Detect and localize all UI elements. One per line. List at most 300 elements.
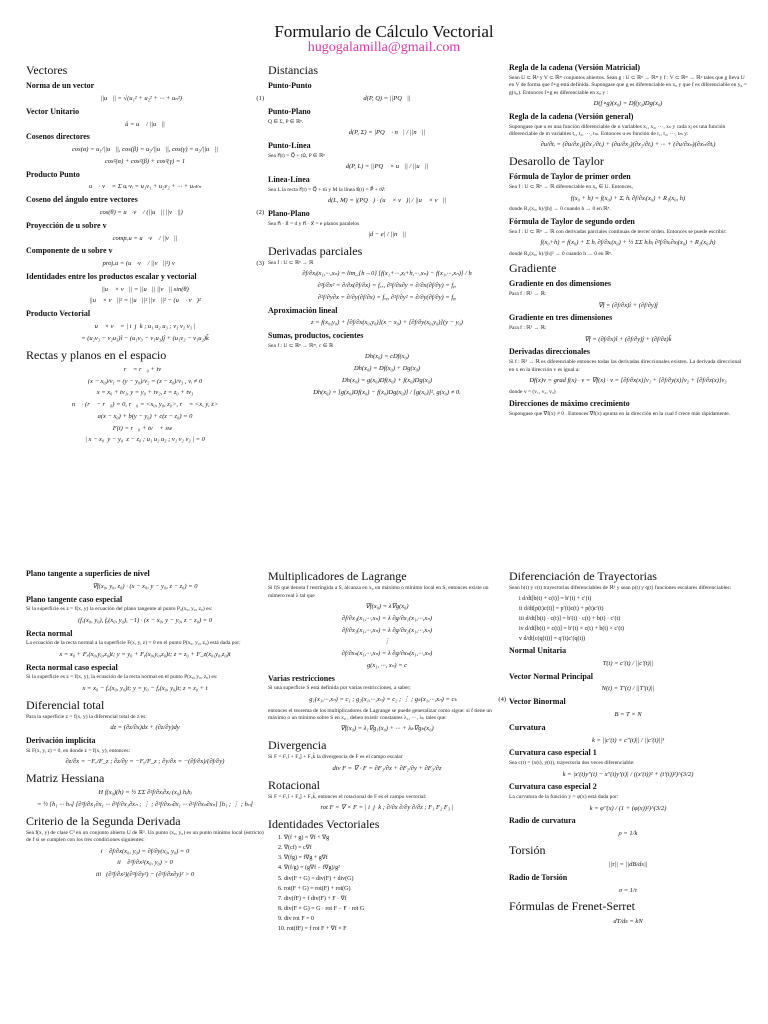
- equation: [268, 804, 506, 813]
- paragraph: [509, 206, 747, 213]
- block-text: k = φ″(x) / (1 + (φ(x))²)^(3/2): [589, 804, 667, 812]
- subsection-heading: [26, 195, 264, 206]
- block-text: (fₓ(x₀, y₀), fᵧ(x₀, y₀), −1) · (x − x₀, y − y₀, z − z₀) = 0: [77, 616, 213, 624]
- section-heading: [268, 62, 506, 78]
- subsection-heading: [509, 313, 747, 324]
- equation: [26, 158, 264, 167]
- subsection-heading: [268, 107, 506, 118]
- block-text: Fórmulas de Frenet-Serret: [509, 899, 635, 914]
- subsection-heading: [26, 272, 264, 283]
- equation: [26, 121, 264, 130]
- column-1-bottom: [26, 566, 264, 1024]
- block-text: Vector Binormal: [509, 697, 566, 707]
- section-heading: [26, 697, 264, 713]
- paragraph: [268, 794, 506, 801]
- equation: [268, 615, 506, 624]
- block-text: Normal Unitaria: [509, 646, 567, 656]
- paragraph: [509, 325, 747, 332]
- block-text: Línea-Línea: [268, 174, 310, 184]
- equation: [268, 765, 506, 774]
- list-item: 3. ∇(fg) = f∇g + g∇f: [278, 855, 328, 862]
- block-text: Sea f : U ⊂ ℝⁿ → ℝ: [268, 259, 314, 266]
- block-text: donde v = (v₁, v₂, v₃): [509, 388, 556, 395]
- list-item: 9. div rot F = 0: [278, 915, 315, 922]
- block-text: ρ = 1/k: [618, 830, 638, 838]
- subsection-heading: [509, 816, 747, 827]
- paragraph: [268, 187, 506, 194]
- block-text: Para la superficie z = f(x, y) la diferencial total de z es:: [26, 713, 147, 720]
- block-text: rot F = ∇ × F = | i j k ; ∂/∂x ∂/∂y ∂/∂z ; F₁ F₂ F₃ |: [320, 804, 454, 812]
- equation: [26, 413, 264, 422]
- block-text: | x − x₀ y − y₀ z − z₀ ; u₁ u₂ u₃ ; v₁ v₂ v₃ | = 0: [85, 436, 205, 444]
- block-text: ∂²f/∂x² = ∂/∂x(∂f/∂x) = fₓₓ, ∂²f/∂x∂y = ∂/∂x(∂f/∂y) = fᵧₓ: [317, 282, 457, 290]
- block-text: Si f|S que denota f restringida a S, alcanza en x₀ un máximo o mínimo local en S, entonces existe un número real λ tal que: [268, 585, 489, 599]
- block-text: Dh(x₀) = cDf(x₀): [365, 353, 409, 361]
- equation: [268, 95, 506, 104]
- block-text: x = x₀ + tv₁, y = y₀ + tv₂, z = z₀ + tv₃: [96, 389, 194, 397]
- equation: [268, 638, 506, 647]
- block-text: Punto-Punto: [268, 81, 312, 91]
- column-3-top: [509, 60, 747, 490]
- equation: [509, 711, 747, 720]
- block-text: Supongase que ∇f(x) ≠ 0 . Entonces ∇f(x) apunta en la dirección en la cual f crece más rápidamente.: [509, 411, 731, 418]
- block-text: f(x₀+h) = f(x₀) + Σ hᵢ ∂f/∂xᵢ(x₀) + ½ ΣΣ hᵢhⱼ ∂²f/∂xᵢ∂xⱼ(x₀) + R₂(x₀,h): [540, 239, 716, 247]
- block-text: iii (∂²f/∂x²)(∂²f/∂y²) − (∂²f/∂x∂y)² > 0: [95, 871, 195, 879]
- subsection-heading: [26, 107, 264, 118]
- subsection-heading: [509, 646, 747, 657]
- subsection-heading: [26, 221, 264, 232]
- block-text: σ = 1/τ: [618, 886, 638, 894]
- block-text: u⃗ · v⃗ = Σ uᵢ·vᵢ = u₁v₁ + u₂v₂ + ··· + uₙvₙ: [88, 183, 202, 191]
- equation-number: (2): [256, 209, 264, 216]
- block-text: Derivadas direccionales: [509, 347, 590, 357]
- equation: [26, 323, 264, 332]
- paragraph: [26, 640, 264, 647]
- block-text: Vector Unitario: [26, 106, 80, 116]
- equation: [268, 365, 506, 374]
- block-text: Producto Vectorial: [26, 309, 91, 319]
- equation: [509, 195, 747, 204]
- identity-list: [278, 834, 506, 933]
- block-text: cos(α) = u₁/||u⃗||, cos(β) = u₂/||u⃗||, cos(γ) = u₃/||u⃗||: [72, 146, 218, 154]
- subsection-heading: [509, 723, 747, 734]
- equation: [26, 583, 264, 592]
- block-text: Direcciones de máximo crecimiento: [509, 399, 630, 409]
- block-text: Proyección de u sobre v: [26, 220, 107, 230]
- block-text: ∇f = (∂f/∂x)î + (∂f/∂y)ĵ: [598, 301, 658, 309]
- page-title: Formulario de Cálculo Vectorial: [274, 22, 494, 41]
- block-text: div F = ∇ · F = ∂F₁/∂x + ∂F₂/∂y + ∂F₃/∂z: [332, 764, 442, 772]
- equation: [268, 319, 506, 328]
- subsection-heading: [268, 306, 506, 317]
- author-email: hugogalamilla@gmail.com: [307, 40, 461, 55]
- block-text: Vector Normal Principal: [509, 671, 593, 681]
- block-text: Diferenciación de Trayectorias: [509, 569, 657, 583]
- block-text: = (u₂v₃ − v₂u₃)î − (u₁v₃ − v₁u₃)ĵ + (u₁v₂ − v₁u₂)k̂: [81, 334, 209, 342]
- equation: [509, 918, 747, 927]
- paragraph: [268, 343, 506, 350]
- section-heading: [509, 260, 747, 276]
- block-text: Matriz Hessiana: [26, 770, 105, 785]
- section-heading: [509, 898, 747, 914]
- equation: [268, 231, 506, 240]
- subsection-heading: [268, 331, 506, 342]
- equation: [509, 100, 747, 109]
- block-text: r⃗ = r⃗₀ + tv⃗: [123, 365, 167, 373]
- subsection-heading: [509, 873, 747, 884]
- column-1-top: [26, 60, 264, 490]
- block-text: Sea r⃗(t) = Q⃗ + tu⃗, P ∈ ℝⁿ: [268, 152, 326, 159]
- column-3-bottom: [509, 566, 747, 1024]
- equation: [509, 239, 747, 248]
- block-text: a(x − x₀) + b(y − y₀) + c(z − z₀) = 0: [97, 412, 193, 420]
- equation: [268, 294, 506, 303]
- equation: [268, 353, 506, 362]
- paragraph: [509, 794, 747, 801]
- equation-number: (4): [498, 695, 506, 703]
- equation: [26, 286, 264, 295]
- block-text: Recta normal caso especial: [26, 662, 118, 672]
- block-text: f(x₀ + h) = f(x₀) + Σᵢ hᵢ ∂f/∂xᵢ(x₀) + R₁(x₀, h): [570, 194, 686, 202]
- block-text: cos(θ) = u⃗·v⃗ / (||u⃗|| ||v⃗||): [99, 209, 183, 216]
- block-text: B = T × N: [614, 711, 642, 718]
- equation: [509, 887, 747, 896]
- block-text: u⃗ × v⃗ = | i j k ; u₁ u₂ u₃ ; v₁ v₂ v₃ |: [94, 323, 196, 331]
- list-item: ii d/dt[p(t)c(t)] = p′(t)c(t) + p(t)c′(t): [519, 605, 604, 612]
- list-item: i d/dt[b(t) + c(t)] = b′(t) + c′(t): [519, 595, 592, 602]
- block-text: Curvatura: [509, 722, 546, 732]
- block-text: ∇f(x₀) = λ∇g(x₀): [365, 603, 409, 611]
- block-text: Derivadas parciales: [268, 243, 363, 258]
- paragraph: [26, 748, 264, 755]
- equation: [509, 685, 747, 694]
- paragraph: [509, 124, 747, 139]
- block-text: Sea n⃗ · x⃗ = d y n⃗ · x⃗ = e planos paralelos: [268, 220, 360, 227]
- equation: [26, 389, 264, 398]
- section-heading: [268, 777, 506, 793]
- equation: [26, 378, 264, 387]
- block-text: Radio de curvatura: [509, 816, 576, 826]
- equation: [26, 183, 264, 192]
- paragraph: [509, 291, 747, 298]
- equation: [26, 685, 264, 694]
- block-text: Sea L la recta r⃗(t) = Q⃗ + tū y M la línea s⃗(t) = P⃗ + tv⃗:: [268, 186, 386, 193]
- paragraph: [268, 119, 506, 126]
- block-text: N(t) = T′(t) / ||T′(t)||: [601, 685, 655, 693]
- column-2-bottom: [268, 566, 506, 1024]
- block-text: ||u⃗ × v⃗|| = ||u⃗|| ||v⃗|| sin(θ): [101, 285, 189, 293]
- block-text: Rotacional: [268, 777, 320, 792]
- equation: [509, 805, 747, 814]
- block-text: ∂f/∂x₁(x₁,···,xₙ) = λ ∂g/∂x₁(x₁,···,xₙ): [341, 614, 433, 622]
- block-text: d(P, Q) = ||PQ⃗||: [363, 94, 411, 102]
- section-heading: [26, 770, 264, 786]
- block-text: La curvatura de la función y = φ(x) está dada por:: [509, 794, 619, 801]
- block-text: Df(x)v = grad f(x) · v = ∇f(x) · v = [∂f/∂x(x)]v₁ + [∂f/∂y(x)]v₂ + [∂f/∂z(x)]v₃: [529, 377, 727, 385]
- block-text: ∇f = (∂f/∂x)î + (∂f/∂y)ĵ + (∂f/∂z)k̂: [584, 335, 672, 343]
- block-text: dT/ds = kN: [613, 917, 643, 925]
- subsection-heading: [26, 246, 264, 257]
- block-text: = ½ [h₁ ··· hₙ] [∂²f/∂x₁∂x₁ ··· ∂²f/∂x₁∂xₙ ; ⋮ ; ∂²f/∂xₙ∂x₁ ··· ∂²f/∂xₙ∂xₙ] [h₁ ; ⋮ ; hₙ]: [37, 800, 253, 808]
- list-item: iv d/dt[b(t) × c(t)] = b′(t) × c(t) + b(t) × c′(t): [519, 625, 625, 632]
- block-text: d(L, M) = |(PQ⃗) · (u⃗ × v⃗)| / ||u⃗ × v⃗||: [327, 196, 447, 204]
- subsection-heading: [26, 663, 264, 674]
- section-heading: [268, 243, 506, 259]
- section-heading: [26, 62, 264, 78]
- block-text: Fórmula de Taylor de segundo orden: [509, 216, 635, 226]
- block-text: compᵥu = u⃗·v⃗ / ||v⃗||: [112, 234, 178, 242]
- block-text: Identidades Vectoriales: [268, 816, 380, 831]
- block-text: T(t) = c′(t) / ||c′(t)||: [602, 659, 654, 667]
- list-item: 2. ∇(cf) = c∇f: [278, 845, 312, 852]
- block-text: dz = (∂z/∂x)dx + (∂z/∂y)dy: [110, 724, 180, 732]
- equation: [509, 861, 747, 870]
- block-text: Recta normal: [26, 628, 73, 638]
- equation: [268, 650, 506, 659]
- list-item: 4. ∇(f/g) = (g∇f − f∇g)/g²: [278, 865, 340, 872]
- subsection-heading: [26, 170, 264, 181]
- block-text: g(x₁, ···, xₙ) = c: [366, 661, 408, 669]
- equation: [26, 724, 264, 733]
- subsection-heading: [509, 399, 747, 410]
- equation: [509, 660, 747, 669]
- paragraph: [268, 260, 506, 267]
- block-text: Curvatura caso especial 1: [509, 748, 597, 758]
- block-text: Cosenos directores: [26, 132, 90, 142]
- block-text: Si una superficie S está definida por varias restricciones, a saber;: [268, 685, 411, 692]
- block-text: Sea f : U ⊂ ℝⁿ → ℝ con derivadas parciales continuas de tercer orden. Entonces se puede escribir:: [509, 228, 727, 235]
- block-text: ii ∂²f/∂x²(x₀, y₀) > 0: [117, 859, 173, 867]
- subsection-heading: [268, 175, 506, 186]
- equation: [26, 95, 264, 104]
- block-text: Criterio de la Segunda Derivada: [26, 813, 181, 828]
- equation: [509, 336, 747, 345]
- equation: [268, 163, 506, 172]
- section-heading: [509, 153, 747, 169]
- equation: [268, 725, 506, 734]
- paragraph: [268, 221, 506, 228]
- section-heading: [268, 568, 506, 584]
- block-text: F(t) = r⃗₀ + tv⃗ + sw⃗: [112, 424, 178, 432]
- block-text: H f(x₀)(h) = ½ ΣΣ ∂²f/∂xᵢ∂xⱼ (x₀) hᵢhⱼ: [98, 789, 192, 797]
- block-text: Radio de Torsión: [509, 872, 568, 882]
- block-text: Distancias: [268, 63, 318, 77]
- block-text: Vectores: [26, 63, 68, 77]
- block-text: Sea f : U ⊂ ℝⁿ → ℝᵐ, c ∈ ℝ: [268, 342, 334, 349]
- equation: [268, 662, 506, 671]
- subsection-heading: [26, 629, 264, 640]
- block-text: k = |x′(t)y″(t) − x″(t)y′(t)| / ((x′(t))² + (t′(t))²)^(3/2): [562, 770, 694, 778]
- equation: [509, 830, 747, 839]
- equation: [26, 335, 264, 344]
- list-item: 5. div(F + G) = div(F) + div(G): [278, 875, 354, 882]
- block-text: û = u⃗ / ||u⃗||: [125, 120, 165, 128]
- block-text: z = f(x₀,y₀) + [∂f/∂x(x₀,y₀)](x − x₀) + [∂f/∂y(x₀,y₀)](y − y₀): [311, 319, 463, 327]
- paragraph: [268, 585, 506, 600]
- equation: [268, 197, 506, 206]
- block-text: Si F = F₁î + F₂ĵ + F₃k̂, entonces el rotacional de F es el campo vectorial:: [268, 793, 427, 800]
- equation: [26, 436, 264, 445]
- paragraph: [509, 75, 747, 97]
- subsection-heading: [509, 672, 747, 683]
- equation: [26, 651, 264, 660]
- block-text: Gradiente: [509, 261, 557, 276]
- paragraph: [509, 389, 747, 396]
- paragraph: [509, 760, 747, 767]
- block-text: Derivación implícita: [26, 735, 96, 745]
- block-text: Punto-Línea: [268, 140, 311, 150]
- section-heading: [509, 568, 747, 584]
- block-text: Curvatura caso especial 2: [509, 782, 597, 792]
- list-item: 10. rot(fF) = f rot F + ∇f × F: [278, 926, 347, 932]
- paragraph: [268, 708, 506, 723]
- block-text: Q ∈ Σ, P ∈ ℝⁿ.: [268, 118, 304, 125]
- subsection-heading: [26, 81, 264, 92]
- equation: [26, 617, 264, 626]
- equation: [268, 377, 506, 386]
- block-text: Producto Punto: [26, 169, 80, 179]
- paragraph: [268, 685, 506, 692]
- block-text: ||u⃗|| = √(u₁² + u₂² + ··· + uₙ²): [100, 94, 182, 102]
- subsection-heading: [509, 63, 747, 74]
- subsection-heading: [509, 782, 747, 793]
- block-text: ∂f/∂xₙ(x₁,···,xₙ) = λ ∂g/∂xₙ(x₁,···,xₙ): [341, 650, 433, 658]
- list-item: iii d/dt[b(t) · c(t)] = b′(t) · c(t) + b(t) · c′(t): [519, 615, 621, 622]
- block-text: Si la superficie es z = f(x, y), la ecuación de la recta normal en el punto P(x₀, y₀, z₀) es:: [26, 674, 218, 681]
- block-text: Si la superficie es z = f(x, y) la ecuación del plano tangente al punto P₀(x₀, y₀, z₀) es:: [26, 606, 213, 613]
- block-text: Plano tangente caso especial: [26, 594, 123, 604]
- identity-list: [519, 595, 747, 643]
- subsection-heading: [509, 697, 747, 708]
- paragraph: [26, 674, 264, 681]
- paragraph: [268, 754, 506, 761]
- paragraph: [509, 359, 747, 374]
- block-text: ⋮: [383, 638, 391, 646]
- block-text: Si f : ℝ³ → ℝ es diferenciable entonces todas las derivadas direccionales existen. La derivada direccional en x en la dirección v es igual a:: [509, 359, 742, 373]
- block-text: g₁(x₁,···,xₙ) = c₁ ; g₂(x₁,···,xₙ) = c₂ ; ⋮ ; gₖ(x₁,···,xₙ) = cₖ: [309, 695, 458, 703]
- block-text: ∂f/∂x₂(x₁,···,xₙ) = λ ∂g/∂x₂(x₁,···,xₙ): [341, 626, 433, 634]
- block-text: ||τ|| = ||dB/ds||: [608, 861, 648, 869]
- list-item: 7. div(fF) = f div(F) + F · ∇f: [278, 895, 347, 902]
- block-text: Rectas y planos en el espacio: [26, 347, 167, 362]
- block-text: x = x₀ − fₓ(x₀, y₀)t; y = y₀ − fᵧ(x₀, y₀)t; z = z₀ + t: [82, 684, 208, 692]
- equation: [26, 871, 264, 880]
- equation: [26, 209, 264, 218]
- block-text: i ∂f/∂x(x₀, y₀) = ∂f/∂y(x₀, y₀) = 0: [100, 847, 190, 855]
- block-text: Regla de la cadena (Versión general): [509, 111, 634, 121]
- subsection-heading: [26, 569, 264, 580]
- block-text: projᵥu = (u⃗·v⃗ / ||v⃗||²) v⃗: [102, 260, 180, 268]
- equation: [26, 146, 264, 155]
- paragraph: [26, 714, 264, 721]
- block-text: Sea f(x, y) de clase C³ en un conjunto abierto U de ℝ². Un punto (x₀, y₀) es un punto mínimo local (estricto) de f si se cumplen con los tres condiciones siguientes:: [26, 829, 264, 844]
- block-text: Para f : ℝ³ → ℝ:: [509, 325, 547, 332]
- block-text: Multiplicadores de Lagrange: [268, 569, 407, 583]
- equation-number: (3): [256, 260, 264, 268]
- equation: [26, 758, 264, 767]
- block-text: Punto-Plano: [268, 106, 311, 116]
- equation: [26, 425, 264, 434]
- equation: [509, 377, 747, 386]
- paragraph: [26, 830, 264, 845]
- block-text: Supongase que u es una función diferenciable de n variables x₁, x₂, ···, xₙ y cada xⱼ es una función diferenciable de m variables t₁, t₂, ···, tₘ. Entonces u es función de t₁, t₂, ···, tₘ y:: [509, 123, 726, 138]
- block-text: |d − e| / ||n⃗||: [368, 230, 406, 238]
- block-text: Plano-Plano: [268, 208, 310, 218]
- equation: [509, 771, 747, 780]
- block-text: Norma de un vector: [26, 81, 95, 91]
- block-text: x = x₀ + Fₓ(x₀,y₀,z₀)t; y = y₀ + Fᵧ(x₀,y₀,z₀)t; z = z₀ + F_z(x₀,y₀,z₀)t: [59, 650, 231, 658]
- paragraph: [509, 251, 747, 258]
- list-item: 6. rot(F + G) = rot(F) + rot(G): [278, 885, 351, 892]
- equation: [268, 129, 506, 138]
- block-text: Torsión: [509, 842, 546, 857]
- block-text: Dh(x₀) = g(x₀)Df(x₀) + f(x₀)Dg(x₀): [341, 376, 433, 384]
- block-text: d(P, Σ) = |PQ⃗ · n⃗| / ||n⃗||: [348, 128, 426, 136]
- paragraph: [509, 585, 747, 592]
- subsection-heading: [509, 347, 747, 358]
- block-text: Desarollo de Taylor: [509, 154, 604, 169]
- block-text: Fórmula de Taylor de primer orden: [509, 172, 631, 182]
- block-text: donde R₁(x₀, h)/||h|| → 0 cuando h → 0 en ℝⁿ.: [509, 206, 611, 213]
- list-item: 1. ∇(f + g) = ∇f + ∇g: [278, 835, 330, 842]
- section-heading: [26, 347, 264, 363]
- equation: [26, 801, 264, 810]
- equation: [26, 235, 264, 244]
- block-text: Divergencia: [268, 738, 327, 753]
- equation: [26, 366, 264, 375]
- block-text: ∂²f/∂y∂x = ∂/∂y(∂f/∂x) = fₓᵧ, ∂²f/∂y² = ∂/∂y(∂f/∂y) = fᵧᵧ: [317, 293, 457, 301]
- block-text: Coseno del ángulo entre vectores: [26, 195, 138, 205]
- section-heading: [268, 816, 506, 832]
- equation: [268, 282, 506, 291]
- block-text: Componente de u sobre v: [26, 246, 113, 256]
- block-text: cos²(α) + cos²(β) + cos²(γ) = 1: [104, 157, 186, 165]
- block-text: La ecuación de la recta normal a la superficie F(x, y, z) = 0 en el punto P(x₀, y₀, z₀) está dada por:: [26, 640, 241, 647]
- block-text: Dh(x₀) = [g(x₀)Df(x₀) − f(x₀)Dg(x₀)] / [g(x₀)]², g(x₀) ≠ 0.: [313, 388, 461, 396]
- block-text: d(P, L) = ||PQ⃗ × u⃗|| / ||u⃗||: [345, 162, 429, 170]
- block-text: Sean b(t) y c(t) trayectorias diferenciables de ℝ³ y sean p(t) y q(t) funciones escalares diferenciables:: [509, 585, 732, 592]
- block-text: Si F(x, y, z) = 0, en donde z = f(x, y), entonces:: [26, 747, 131, 754]
- block-text: ∂z/∂x = −Fₓ/F_z ; ∂z/∂y = −Fᵧ/F_z ; ∂y/∂x = −(∂f/∂x)/(∂f/∂y): [65, 758, 225, 766]
- equation: [268, 627, 506, 636]
- subsection-heading: [268, 81, 506, 92]
- block-text: Gradiente en tres dimensiones: [509, 313, 613, 323]
- block-text: Para f : ℝ² → ℝ:: [509, 291, 547, 298]
- equation: [26, 401, 264, 410]
- subsection-heading: [268, 674, 506, 685]
- block-text: (x − x₀)/v₁ = (y − y₀)/v₂ = (z − z₀)/v₃ , vᵢ ≠ 0: [87, 377, 203, 385]
- paragraph: [509, 184, 747, 191]
- column-2-top: [268, 60, 506, 490]
- paragraph: [268, 153, 506, 160]
- block-text: Si F = F₁î + F₂ĵ + F₃k̂ la divergencia de F es el campo escalar: [268, 754, 403, 761]
- block-text: Sea f : U ⊂ ℝⁿ → ℝ diferenciable en x₀ ∈ U. Entonces,: [509, 184, 633, 191]
- equation: [26, 859, 264, 868]
- equation: [26, 297, 264, 306]
- block-text: Identidades entre los productos escalar y vectorial: [26, 271, 197, 281]
- subsection-heading: [268, 141, 506, 152]
- block-text: Aproximación lineal: [268, 305, 338, 315]
- equation: [26, 789, 264, 798]
- block-text: Sumas, productos, cocientes: [268, 331, 364, 341]
- list-item: 8. div(F × G) = G · rot F − F · rot G: [278, 905, 365, 912]
- subsection-heading: [509, 217, 747, 228]
- equation: [509, 141, 747, 150]
- block-text: n⃗ · (r⃗ − r⃗₀) = 0, r⃗₀ = <x₀, y₀, z₀>, r⃗ = <x, y, z>: [71, 401, 219, 409]
- subsection-heading: [509, 748, 747, 759]
- equation: [509, 737, 747, 746]
- equation: [26, 848, 264, 857]
